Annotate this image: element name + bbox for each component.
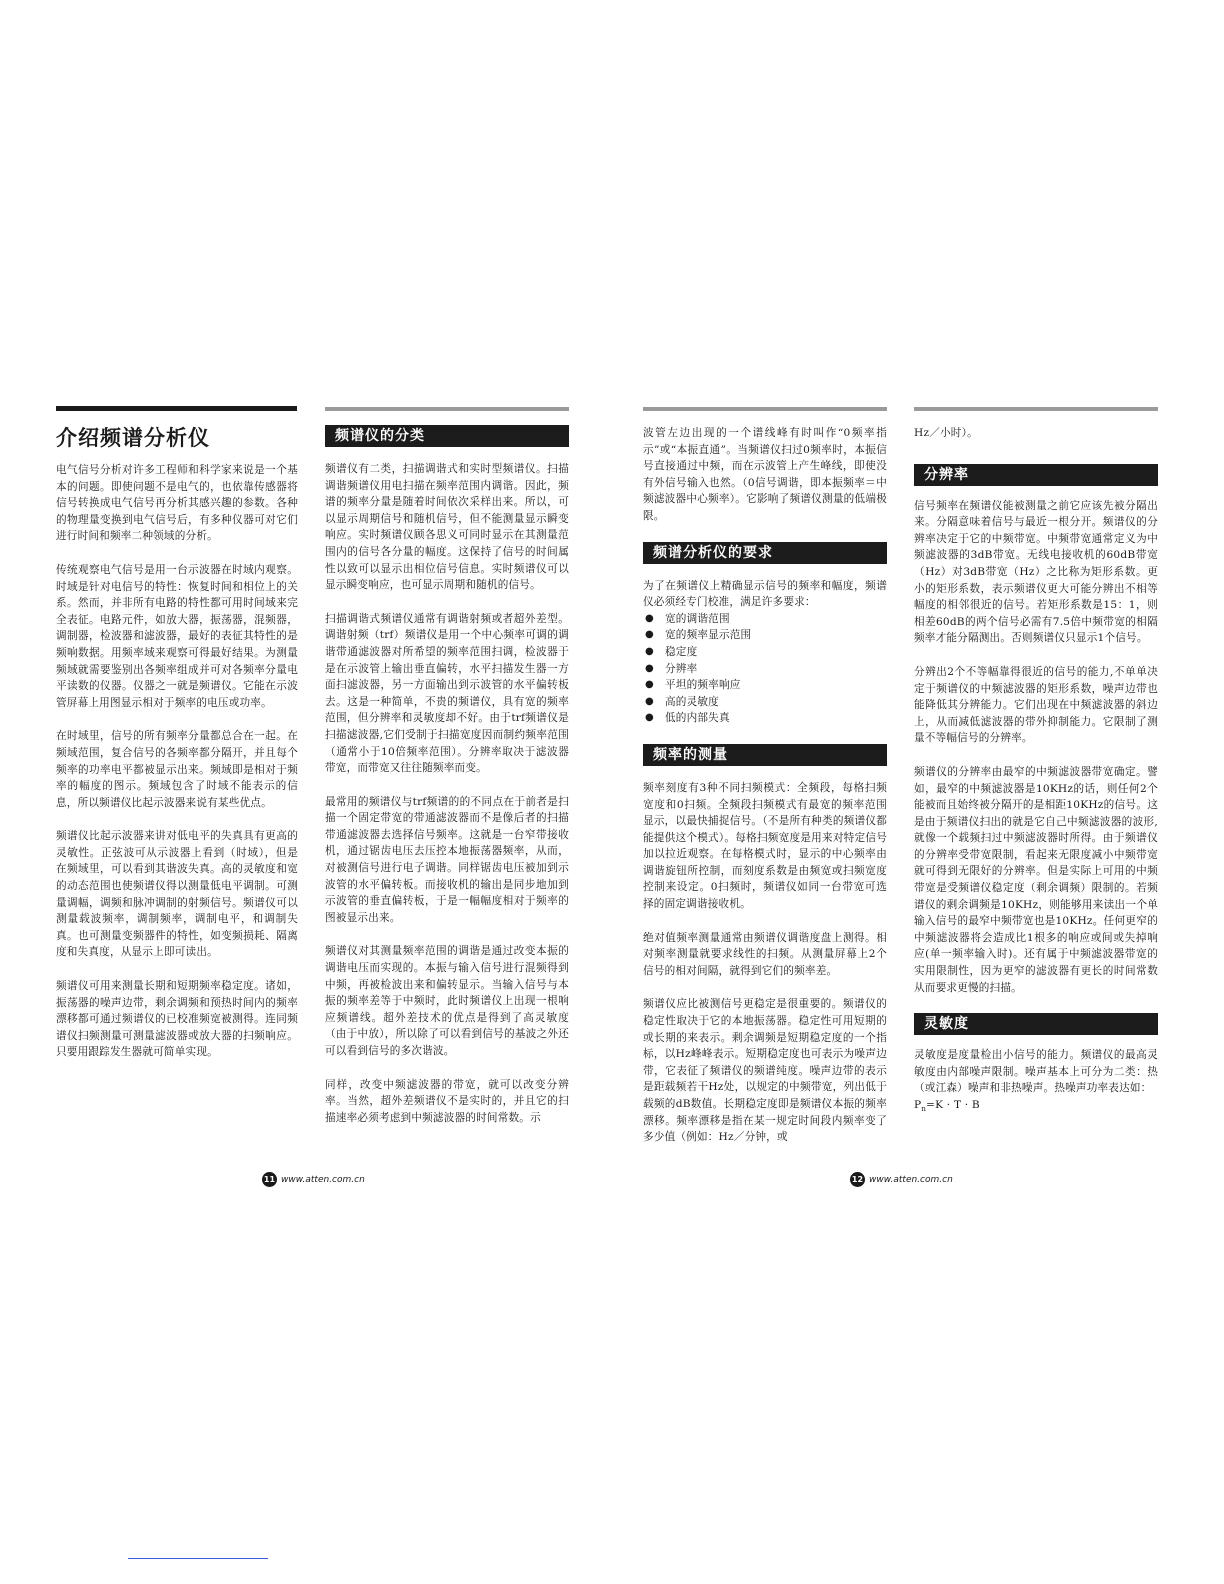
section-heading: 分辨率 <box>914 464 1158 486</box>
paragraph: 扫描调谐式频谱仪通常有调谐射频或者超外差型。调谐射频（trf）频谱仪是用一个中心频率可调的调谐带通滤波器对所希望的频率范围扫调，检波器于是在示波管上输出垂直偏转，水平扫描发生器一方面扫滤波器，另一方面输出到示波管的水平偏转板去。这是一种简单，不贵的频谱仪，具有宽的频率范围，但分辨率和灵敏度却不好。由于trf频谱仪是扫描滤波器,它们受制于扫描宽度因而制约频率范围（通常小于10倍频率范围）。分辨率取决于滤波器带宽，而带宽又往往随频率而变。 <box>325 612 569 775</box>
section-heading: 频谱仪的分类 <box>325 425 569 447</box>
list-item: ● 宽的频率显示范围 <box>643 627 887 644</box>
requirements-list <box>643 611 887 727</box>
paragraph: 频谱仪可用来测量长期和短期频率稳定度。诸如，振荡器的噪声边带，剩余调频和预热时间内的频率漂移都可通过频谱仪的已校准频宽被测得。连同频谱仪扫频测量可测量滤波器或放大器的扫频响应。只要用跟踪发生器就可简单实现。 <box>56 980 298 1059</box>
column-3 <box>643 425 887 1163</box>
title-rule <box>56 406 297 411</box>
paragraph: 信号频率在频谱仪能被测量之前它应该先被分隔出来。分隔意味着信号与最近一根分开。频谱仪的分辨率决定于它的中频带宽。中频带宽通常定义为中频滤波器的3dB带宽。无线电接收机的60dB带宽（Hz）对3dB带宽（Hz）之比称为矩形系数。更小的矩形系数，表示频谱仪更大可能分辨出不相等幅度的相邻很近的信号。若矩形系数是15：1，则相差60dB的两个信号必需有7.5倍中频带宽的相隔频率才能分隔测出。否则频谱仪只显示1个信号。 <box>914 499 1158 645</box>
column-4 <box>914 425 1158 1118</box>
paragraph: 频率刻度有3种不同扫频模式：全频段，每格扫频宽度和0扫频。全频段扫频模式有最宽的频率范围显示，以最快捕捉信号。（不是所有种类的频谱仪都能提供这个模式）。每格扫频宽度是用来对特定信号加以拉近观察。在每格模式时，显示的中心频率由调谐旋钮所控制，而刻度系数是由频宽或扫频宽度控制来设定。0扫频时，频谱仪如同一台带宽可选择的固定调谐接收机。 <box>643 781 887 911</box>
list-item: ● 低的内部失真 <box>643 710 887 727</box>
list-item: ● 平坦的频率响应 <box>643 677 887 694</box>
paragraph: 电气信号分析对许多工程师和科学家来说是一个基本的问题。即使问题不是电气的，也依靠传感器将信号转换成电气信号再分析其感兴趣的参数。各种的物理量变换到电气信号后，有多种仪器可对它们进行时间和频率二种领域的分析。 <box>56 464 298 543</box>
paragraph: 绝对值频率测量通常由频谱仪调谐度盘上测得。相对频率测量就要求线性的扫频。从测量屏幕上2个信号的相对间隔，就得到它们的频率差。 <box>643 931 887 977</box>
paragraph: 同样，改变中频滤波器的带宽，就可以改变分辨率。当然，超外差频谱仪不是实时的，并且它的扫描速率必须考虑到中频滤波器的时间常数。示 <box>325 1078 569 1124</box>
section-heading: 灵敏度 <box>914 1013 1158 1035</box>
page-number: 11 <box>262 1172 277 1187</box>
noise-formula: $P_n=K \cdot T \cdot B$ <box>914 1099 980 1114</box>
column-rule <box>325 407 569 411</box>
paragraph: 频谱仪应比被测信号更稳定是很重要的。频谱仪的稳定性取决于它的本地振荡器。稳定性可用短期的或长期的来表示。剩余调频是短期稳定度的一个指标，以Hz峰峰表示。短期稳定度也可表示为噪声边带，它表征了频谱仪的频谱纯度。噪声边带的表示是距载频若干Hz处，以规定的中频带宽，列出低于载频的dB数值。长期稳定度即是频谱仪本振的频率漂移。频率漂移是指在某一规定时间段内频率变了多少值（例如：Hz／分钟，或 <box>643 998 887 1144</box>
paragraph: 波管左边出现的一个谱线峰有时叫作“0频率指示”或“本振直通”。当频谱仪扫过0频率时，本振信号直接通过中频，而在示波管上产生峰线，即使没有外信号输入也然。（0信号调谐，即本振频率＝中频滤波器中心频率）。它影响了频谱仪测量的低端极限。 <box>643 427 887 522</box>
list-item: ● 高的灵敏度 <box>643 694 887 711</box>
paragraph: 灵敏度是度量检出小信号的能力。频谱仪的最高灵敏度由内部噪声限制。噪声基本上可分为二类：热（或江森）噪声和非热噪声。热噪声功率表达如： <box>914 1049 1158 1095</box>
decorative-line <box>128 1558 268 1559</box>
paragraph: 分辨出2个不等幅靠得很近的信号的能力,不单单决定于频谱仪的中频滤波器的矩形系数，噪声边带也能降低其分辨能力。它们出现在中频滤波器的斜边上，从而减低滤波器的带外抑制能力。它限制了测量不等幅信号的分辨率。 <box>914 665 1158 745</box>
page-number: 12 <box>850 1172 865 1187</box>
page-footer <box>262 1172 365 1187</box>
list-item: ● 稳定度 <box>643 644 887 661</box>
paragraph: Hz／小时）。 <box>914 427 978 439</box>
paragraph: 频谱仪的分辨率由最窄的中频滤波器带宽确定。譬如，最窄的中频滤波器是10KHz的话，则任何2个能被而且始终被分隔开的是相距10KHz的信号。这是由于频谱仪扫出的就是它自己中频滤波器的波形,就像一个载频扫过中频滤波器时所得。由于频谱仪的分辨率受带宽限制，看起来无限度减小中频带宽就可得到无限好的分辨率。但是实际上可用的中频带宽是受频谱仪稳定度（剩余调频）限制的。若频谱仪的剩余调频是10KHz，则能够用来读出一个单输入信号的最窄中频带宽也是10KHz。任何更窄的中频滤波器将会造成比1根多的响应或间或失掉响应(单一频率输入时)。还有属于中频滤波器带宽的实用限制性，因为更窄的滤波器有更长的时间常数从而要求更慢的扫描。 <box>914 765 1158 994</box>
column-2 <box>325 425 569 1143</box>
section-heading: 频谱分析仪的要求 <box>643 542 887 564</box>
page-title: 介绍频谱分析仪 <box>56 426 210 450</box>
paragraph: 为了在频谱仪上精确显示信号的频率和幅度，频谱仪必须经专门校准，满足许多要求： <box>643 579 887 609</box>
page-footer <box>850 1172 953 1187</box>
paragraph: 频谱仪有二类，扫描调谐式和实时型频谱仪。扫描调谐频谱仪用电扫描在频率范围内调谐。因此，频谱的频率分量是随着时间依次采样出来。所以，可以显示周期信号和随机信号，但不能测量显示瞬变响应。实时频谱仪顾各思义可同时显示在其测量范围内的信号各分量的幅度。这保持了信号的时间属性以致可以显示出相位信号信息。实时频谱仪可以显示瞬变响应，也可显示周期和随机的信号。 <box>325 463 569 592</box>
footer-url: www.atten.com.cn <box>869 1174 953 1185</box>
paragraph: 传统观察电气信号是用一台示波器在时域内观察。时域是针对电信号的特性：恢复时间和相位上的关系。然而，并非所有电路的特性都可用时间域来完全表征。电路元件，如放大器，振荡器，混频器，调制器，检波器和滤波器，最好的表征其特性的是频响数据。用频率域来观察可得最好结果。为测量频域就需要鉴别出各频率组成并可对各频率分量电平读数的仪器。仪器之一就是频谱仪。它能在示波管屏幕上用图显示相对于频率的电压或功率。 <box>56 563 298 709</box>
section-heading: 频率的测量 <box>643 744 887 766</box>
column-rule <box>643 407 887 411</box>
paragraph: 频谱仪比起示波器来讲对低电平的失真具有更高的灵敏性。正弦波可从示波器上看到（时域），但是在频域里，可以看到其谐波失真。高的灵敏度和宽的动态范围也使频谱仪得以测量低电平调制。可测量调幅，调频和脉冲调制的射频信号。频谱仪可以测量载波频率，调制频率，调制电平，和调制失真。也可测量变频器件的特性，如变频损耗、隔离度和失真度，从显示上即可读出。 <box>56 830 298 959</box>
list-item: ● 分辨率 <box>643 661 887 678</box>
list-item: ● 宽的调谐范围 <box>643 611 887 628</box>
column-rule <box>914 407 1158 411</box>
paragraph: 在时域里，信号的所有频率分量都总合在一起。在频域范围，复合信号的各频率都分隔开，并且每个频率的功率电平都被显示出来。频域即是相对于频率的幅度的图示。频域包含了时域不能表示的信息，所以频谱仪比起示波器来说有某些优点。 <box>56 730 298 809</box>
paragraph: 最常用的频谱仪与trf频谱的的不同点在于前者是扫描一个固定带宽的带通滤波器而不是像后者的扫描带通滤波器去选择信号频率。这就是一台窄带接收机，通过锯齿电压去压控本地振荡器频率，从而，对被测信号进行电子调谐。同样锯齿电压被加到示波管的水平偏转板。而接收机的输出是同步地加到示波管的垂直偏转板，于是一幅幅度相对于频率的图被显示出来。 <box>325 795 569 924</box>
footer-url: www.atten.com.cn <box>281 1174 365 1185</box>
column-1 <box>56 462 298 1078</box>
paragraph: 频谱仪对其测量频率范围的调谐是通过改变本振的调谐电压而实现的。本振与输入信号进行混频得到中频，再被检波出来和偏转显示。当输入信号与本振的频率差等于中频时，此时频谱仪上出现一根响应频谱线。超外差技术的优点是得到了高灵敏度（由于中放），所以除了可以看到信号的基波之外还可以看到信号的多次谐波。 <box>325 945 569 1057</box>
